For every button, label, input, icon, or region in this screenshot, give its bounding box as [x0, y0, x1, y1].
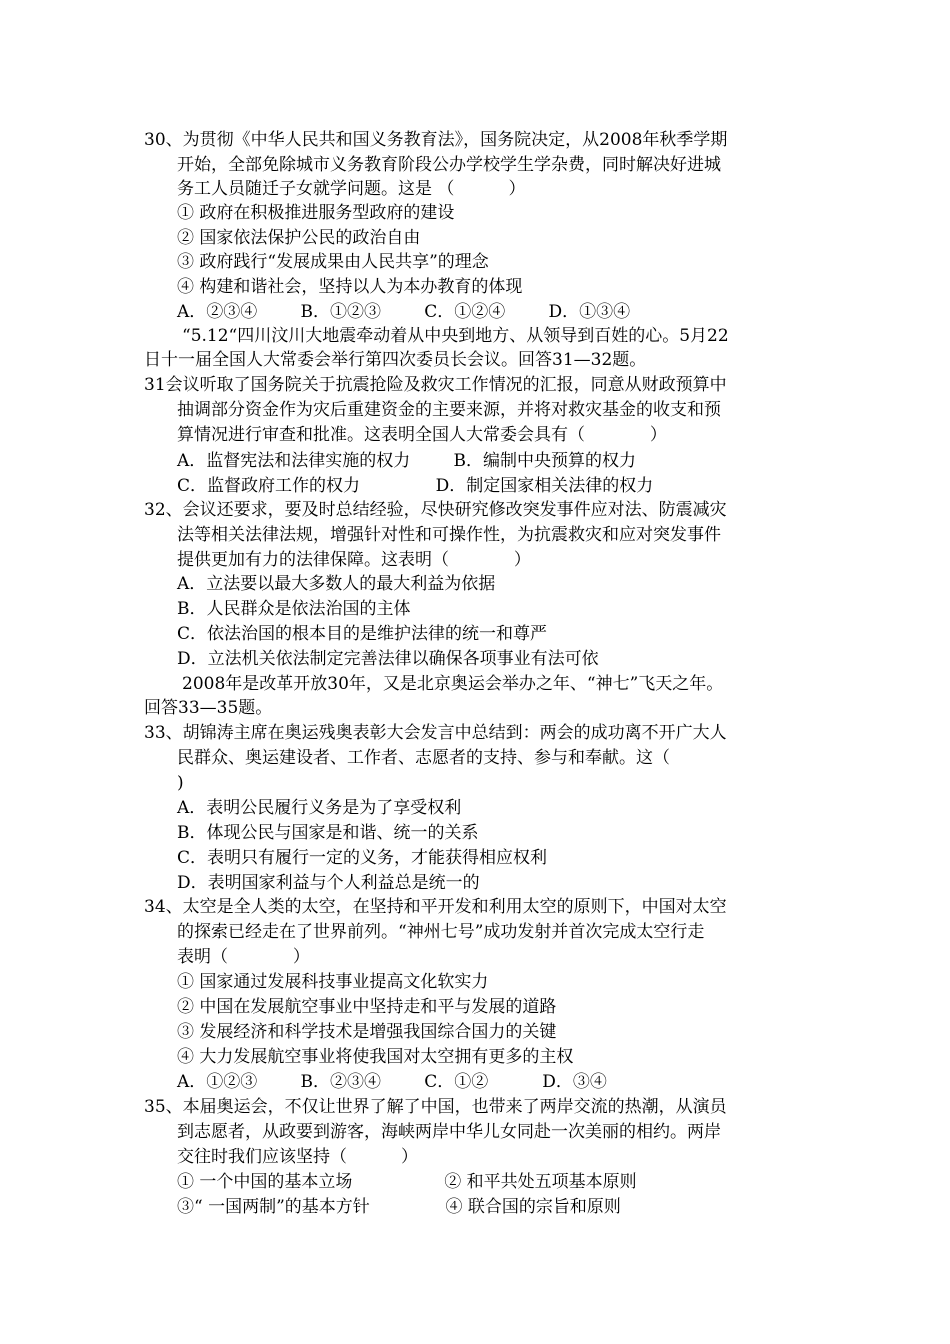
q32-option-b: B．人民群众是依法治国的主体: [177, 599, 411, 619]
q32-option-d: D．立法机关依法制定完善法律以确保各项事业有法可依: [177, 649, 599, 669]
q30-option-3: ③ 政府践行“发展成果由人民共享”的理念: [177, 252, 489, 272]
q33-stem-line3: ): [177, 773, 184, 793]
intro2-line1: 2008年是改革开放30年，又是北京奥运会举办之年、“神七”飞天之年。: [182, 674, 724, 694]
q30-option-4: ④ 构建和谐社会，坚持以人为本办教育的体现: [177, 277, 523, 297]
q30-stem-line3: 务工人员随迁子女就学问题。这是 （ ）: [177, 179, 526, 199]
intro1-line2: 日十一届全国人大常委会举行第四次委员长会议。回答31—32题。: [144, 350, 647, 370]
q34-option-2: ② 中国在发展航空事业中坚持走和平与发展的道路: [177, 997, 557, 1017]
q31-stem-line1: 31会议听取了国务院关于抗震抢险及救灾工作情况的汇报，同意从财政预算中: [144, 375, 727, 395]
q32-stem-line1: 32、会议还要求，要及时总结经验，尽快研究修改突发事件应对法、防震减灾: [144, 500, 727, 520]
q35-stem-line2: 到志愿者，从政要到游客，海峡两岸中华儿女同赴一次美丽的相约。两岸: [177, 1122, 721, 1142]
q32-option-a: A．立法要以最大多数人的最大利益为依据: [177, 574, 496, 594]
q30-stem-line1: 30、为贯彻《中华人民共和国义务教育法》，国务院决定，从2008年秋季学期: [144, 130, 728, 150]
q30-option-1: ① 政府在积极推进服务型政府的建设: [177, 203, 455, 223]
q33-option-a: A．表明公民履行义务是为了享受权利: [177, 798, 462, 818]
q34-option-4: ④ 大力发展航空事业将使我国对太空拥有更多的主权: [177, 1047, 574, 1067]
q33-option-c: C．表明只有履行一定的义务，才能获得相应权利: [177, 848, 548, 868]
q34-stem-line1: 34、太空是全人类的太空，在坚持和平开发和利用太空的原则下，中国对太空: [144, 897, 727, 917]
q30-stem-line2: 开始，全部免除城市义务教育阶段公办学校学生学杂费，同时解决好进城: [177, 155, 721, 175]
q32-stem-line2: 法等相关法律法规，增强针对性和可操作性，为抗震救灾和应对突发事件: [177, 525, 721, 545]
q33-stem-line1: 33、胡锦涛主席在奥运残奥表彰大会发言中总结到：两会的成功离不开广大人: [144, 723, 727, 743]
q31-stem-line3: 算情况进行审查和批准。这表明全国人大常委会具有（ ）: [177, 425, 667, 445]
q35-stem-line1: 35、本届奥运会，不仅让世界了解了中国，也带来了两岸交流的热潮，从演员: [144, 1097, 727, 1117]
q35-options-34: ③“ 一国两制”的基本方针 ④ 联合国的宗旨和原则: [177, 1197, 621, 1217]
q34-option-3: ③ 发展经济和科学技术是增强我国综合国力的关键: [177, 1022, 557, 1042]
intro1-line1: “5.12“四川汶川大地震牵动着从中央到地方、从领导到百姓的心。5月22: [182, 326, 729, 346]
q34-option-1: ① 国家通过发展科技事业提高文化软实力: [177, 972, 489, 992]
q31-options-ab: A．监督宪法和法律实施的权力 B．编制中央预算的权力: [177, 451, 636, 471]
q34-stem-line3: 表明（ ）: [177, 947, 310, 967]
q33-option-b: B．体现公民与国家是和谐、统一的关系: [177, 823, 479, 843]
q35-stem-line3: 交往时我们应该坚持（ ）: [177, 1147, 419, 1167]
q32-option-c: C．依法治国的根本目的是维护法律的统一和尊严: [177, 624, 548, 644]
q31-stem-line2: 抽调部分资金作为灾后重建资金的主要来源，并将对救灾基金的收支和预: [177, 400, 721, 420]
q30-choices: A．②③④ B．①②③ C．①②④ D．①③④: [177, 302, 631, 322]
q31-options-cd: C．监督政府工作的权力 D．制定国家相关法律的权力: [177, 476, 654, 496]
q34-stem-line2: 的探索已经走在了世界前列。“神州七号”成功发射并首次完成太空行走: [177, 922, 705, 942]
q35-options-12: ① 一个中国的基本立场 ② 和平共处五项基本原则: [177, 1172, 637, 1192]
q33-stem-line2: 民群众、奥运建设者、工作者、志愿者的支持、参与和奉献。这（: [177, 748, 670, 768]
q34-choices: A．①②③ B．②③④ C．①② D．③④: [177, 1072, 607, 1092]
q33-option-d: D．表明国家利益与个人利益总是统一的: [177, 873, 480, 893]
q30-option-2: ② 国家依法保护公民的政治自由: [177, 228, 421, 248]
q32-stem-line3: 提供更加有力的法律保障。这表明（ ）: [177, 550, 531, 570]
intro2-line2: 回答33—35题。: [144, 698, 273, 718]
